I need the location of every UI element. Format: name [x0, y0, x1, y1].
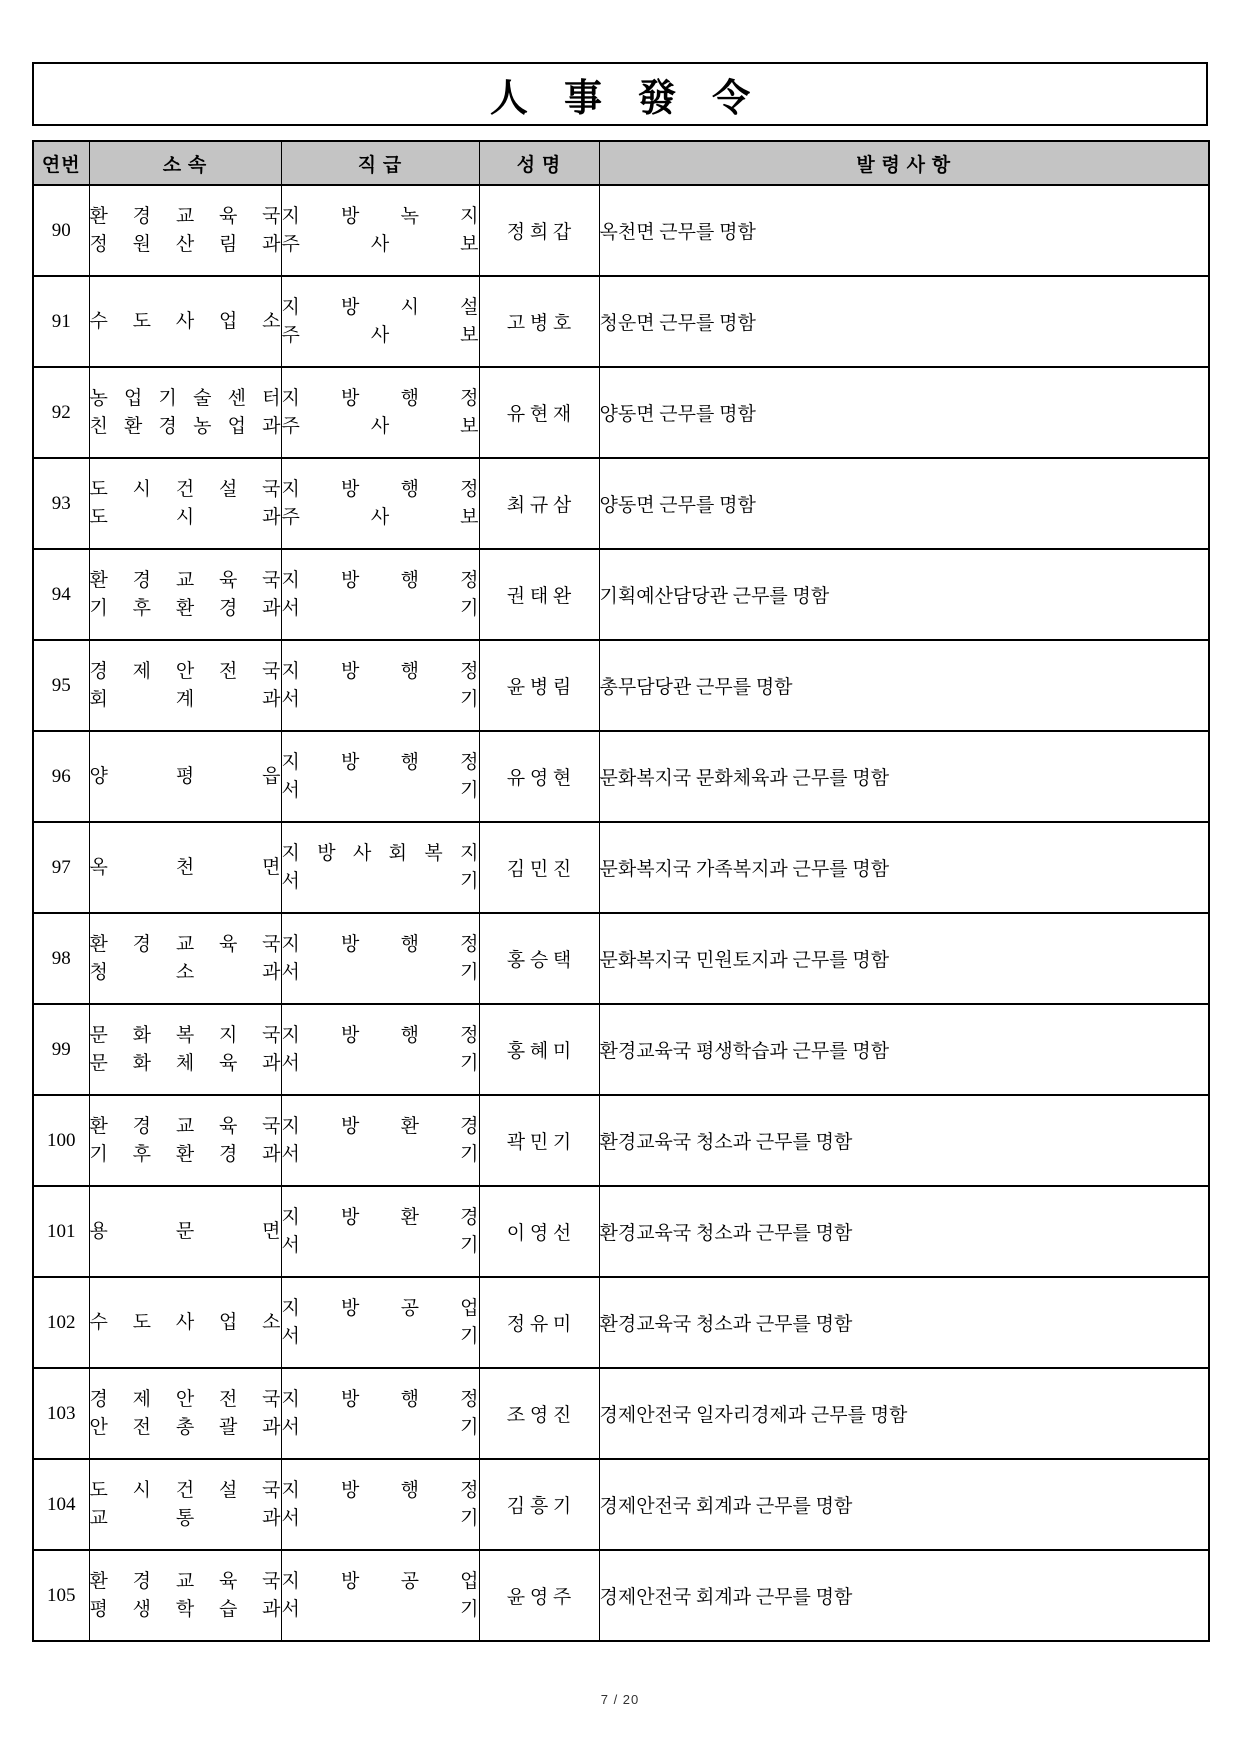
row-name: 정 희 갑 [479, 185, 599, 276]
row-rank: 지 방 공 업 서 기 [281, 1550, 479, 1641]
row-order: 청운면 근무를 명함 [599, 276, 1209, 367]
col-header-dept: 소 속 [89, 141, 281, 185]
row-no: 101 [33, 1186, 89, 1277]
col-header-no: 연번 [33, 141, 89, 185]
row-rank: 지 방 행 정 서 기 [281, 1004, 479, 1095]
table-row [33, 1459, 1209, 1550]
row-rank: 지 방 행 정 서 기 [281, 913, 479, 1004]
row-dept: 도 시 건 설 국 도 시 과 [89, 458, 281, 549]
row-name: 이 영 선 [479, 1186, 599, 1277]
table-row [33, 640, 1209, 731]
row-order: 총무담당관 근무를 명함 [599, 640, 1209, 731]
row-name: 정 유 미 [479, 1277, 599, 1368]
table-row [33, 276, 1209, 367]
row-no: 97 [33, 822, 89, 913]
table-row [33, 913, 1209, 1004]
row-name: 유 영 현 [479, 731, 599, 822]
row-no: 96 [33, 731, 89, 822]
row-dept: 도 시 건 설 국 교 통 과 [89, 1459, 281, 1550]
row-rank: 지 방 행 정 서 기 [281, 549, 479, 640]
row-dept: 수 도 사 업 소 [89, 276, 281, 367]
row-name: 최 규 삼 [479, 458, 599, 549]
row-order: 기획예산담당관 근무를 명함 [599, 549, 1209, 640]
row-rank: 지 방 공 업 서 기 [281, 1277, 479, 1368]
table-row [33, 1186, 1209, 1277]
row-name: 유 현 재 [479, 367, 599, 458]
row-name: 김 민 진 [479, 822, 599, 913]
row-order: 환경교육국 청소과 근무를 명함 [599, 1186, 1209, 1277]
row-dept: 환 경 교 육 국 정 원 산 림 과 [89, 185, 281, 276]
row-no: 95 [33, 640, 89, 731]
row-no: 90 [33, 185, 89, 276]
page-number: 7 / 20 [600, 1692, 640, 1707]
row-no: 93 [33, 458, 89, 549]
table-row [33, 367, 1209, 458]
row-rank: 지 방 환 경 서 기 [281, 1186, 479, 1277]
row-dept: 경 제 안 전 국 안 전 총 괄 과 [89, 1368, 281, 1459]
page-title: 人 事 發 令 [489, 77, 764, 120]
row-no: 104 [33, 1459, 89, 1550]
col-header-rank: 직 급 [281, 141, 479, 185]
row-dept: 양 평 읍 [89, 731, 281, 822]
row-order: 경제안전국 회계과 근무를 명함 [599, 1550, 1209, 1641]
row-rank: 지 방 환 경 서 기 [281, 1095, 479, 1186]
row-order: 환경교육국 평생학습과 근무를 명함 [599, 1004, 1209, 1095]
row-no: 102 [33, 1277, 89, 1368]
title-box [32, 62, 1208, 126]
row-dept: 용 문 면 [89, 1186, 281, 1277]
row-order: 문화복지국 가족복지과 근무를 명함 [599, 822, 1209, 913]
table-row [33, 1004, 1209, 1095]
row-name: 윤 병 림 [479, 640, 599, 731]
row-dept: 농 업 기 술 센 터 친 환 경 농 업 과 [89, 367, 281, 458]
row-order: 문화복지국 문화체육과 근무를 명함 [599, 731, 1209, 822]
row-rank: 지 방 행 정 서 기 [281, 1459, 479, 1550]
row-order: 환경교육국 청소과 근무를 명함 [599, 1095, 1209, 1186]
col-header-order: 발 령 사 항 [599, 141, 1209, 185]
row-no: 91 [33, 276, 89, 367]
table-row [33, 1368, 1209, 1459]
personnel-order-table [32, 140, 1210, 1642]
row-rank: 지 방 행 정 주 사 보 [281, 458, 479, 549]
row-dept: 옥 천 면 [89, 822, 281, 913]
row-name: 홍 혜 미 [479, 1004, 599, 1095]
row-no: 94 [33, 549, 89, 640]
row-order: 양동면 근무를 명함 [599, 458, 1209, 549]
row-rank: 지 방 행 정 서 기 [281, 1368, 479, 1459]
row-dept: 문 화 복 지 국 문 화 체 육 과 [89, 1004, 281, 1095]
row-name: 권 태 완 [479, 549, 599, 640]
row-no: 105 [33, 1550, 89, 1641]
table-row [33, 731, 1209, 822]
row-dept: 환 경 교 육 국 기 후 환 경 과 [89, 1095, 281, 1186]
row-order: 양동면 근무를 명함 [599, 367, 1209, 458]
row-name: 고 병 호 [479, 276, 599, 367]
row-no: 99 [33, 1004, 89, 1095]
row-name: 윤 영 주 [479, 1550, 599, 1641]
row-rank: 지 방 시 설 주 사 보 [281, 276, 479, 367]
table-body [33, 185, 1209, 1641]
table-row [33, 1277, 1209, 1368]
col-header-name: 성 명 [479, 141, 599, 185]
row-name: 조 영 진 [479, 1368, 599, 1459]
table-row [33, 458, 1209, 549]
row-rank: 지 방 행 정 주 사 보 [281, 367, 479, 458]
row-rank: 지 방 행 정 서 기 [281, 640, 479, 731]
row-name: 곽 민 기 [479, 1095, 599, 1186]
row-name: 홍 승 택 [479, 913, 599, 1004]
row-order: 문화복지국 민원토지과 근무를 명함 [599, 913, 1209, 1004]
row-name: 김 흥 기 [479, 1459, 599, 1550]
row-no: 103 [33, 1368, 89, 1459]
table-row [33, 549, 1209, 640]
row-order: 경제안전국 일자리경제과 근무를 명함 [599, 1368, 1209, 1459]
row-rank: 지 방 행 정 서 기 [281, 731, 479, 822]
row-dept: 수 도 사 업 소 [89, 1277, 281, 1368]
row-no: 92 [33, 367, 89, 458]
table-row [33, 1095, 1209, 1186]
row-no: 100 [33, 1095, 89, 1186]
row-no: 98 [33, 913, 89, 1004]
row-order: 옥천면 근무를 명함 [599, 185, 1209, 276]
table-row [33, 822, 1209, 913]
row-dept: 환 경 교 육 국 기 후 환 경 과 [89, 549, 281, 640]
table-row [33, 1550, 1209, 1641]
header-row [33, 141, 1209, 185]
row-dept: 환 경 교 육 국 평 생 학 습 과 [89, 1550, 281, 1641]
row-dept: 경 제 안 전 국 회 계 과 [89, 640, 281, 731]
row-dept: 환 경 교 육 국 청 소 과 [89, 913, 281, 1004]
row-order: 환경교육국 청소과 근무를 명함 [599, 1277, 1209, 1368]
row-rank: 지 방 녹 지 주 사 보 [281, 185, 479, 276]
row-rank: 지 방 사 회 복 지 서 기 [281, 822, 479, 913]
row-order: 경제안전국 회계과 근무를 명함 [599, 1459, 1209, 1550]
table-row [33, 185, 1209, 276]
